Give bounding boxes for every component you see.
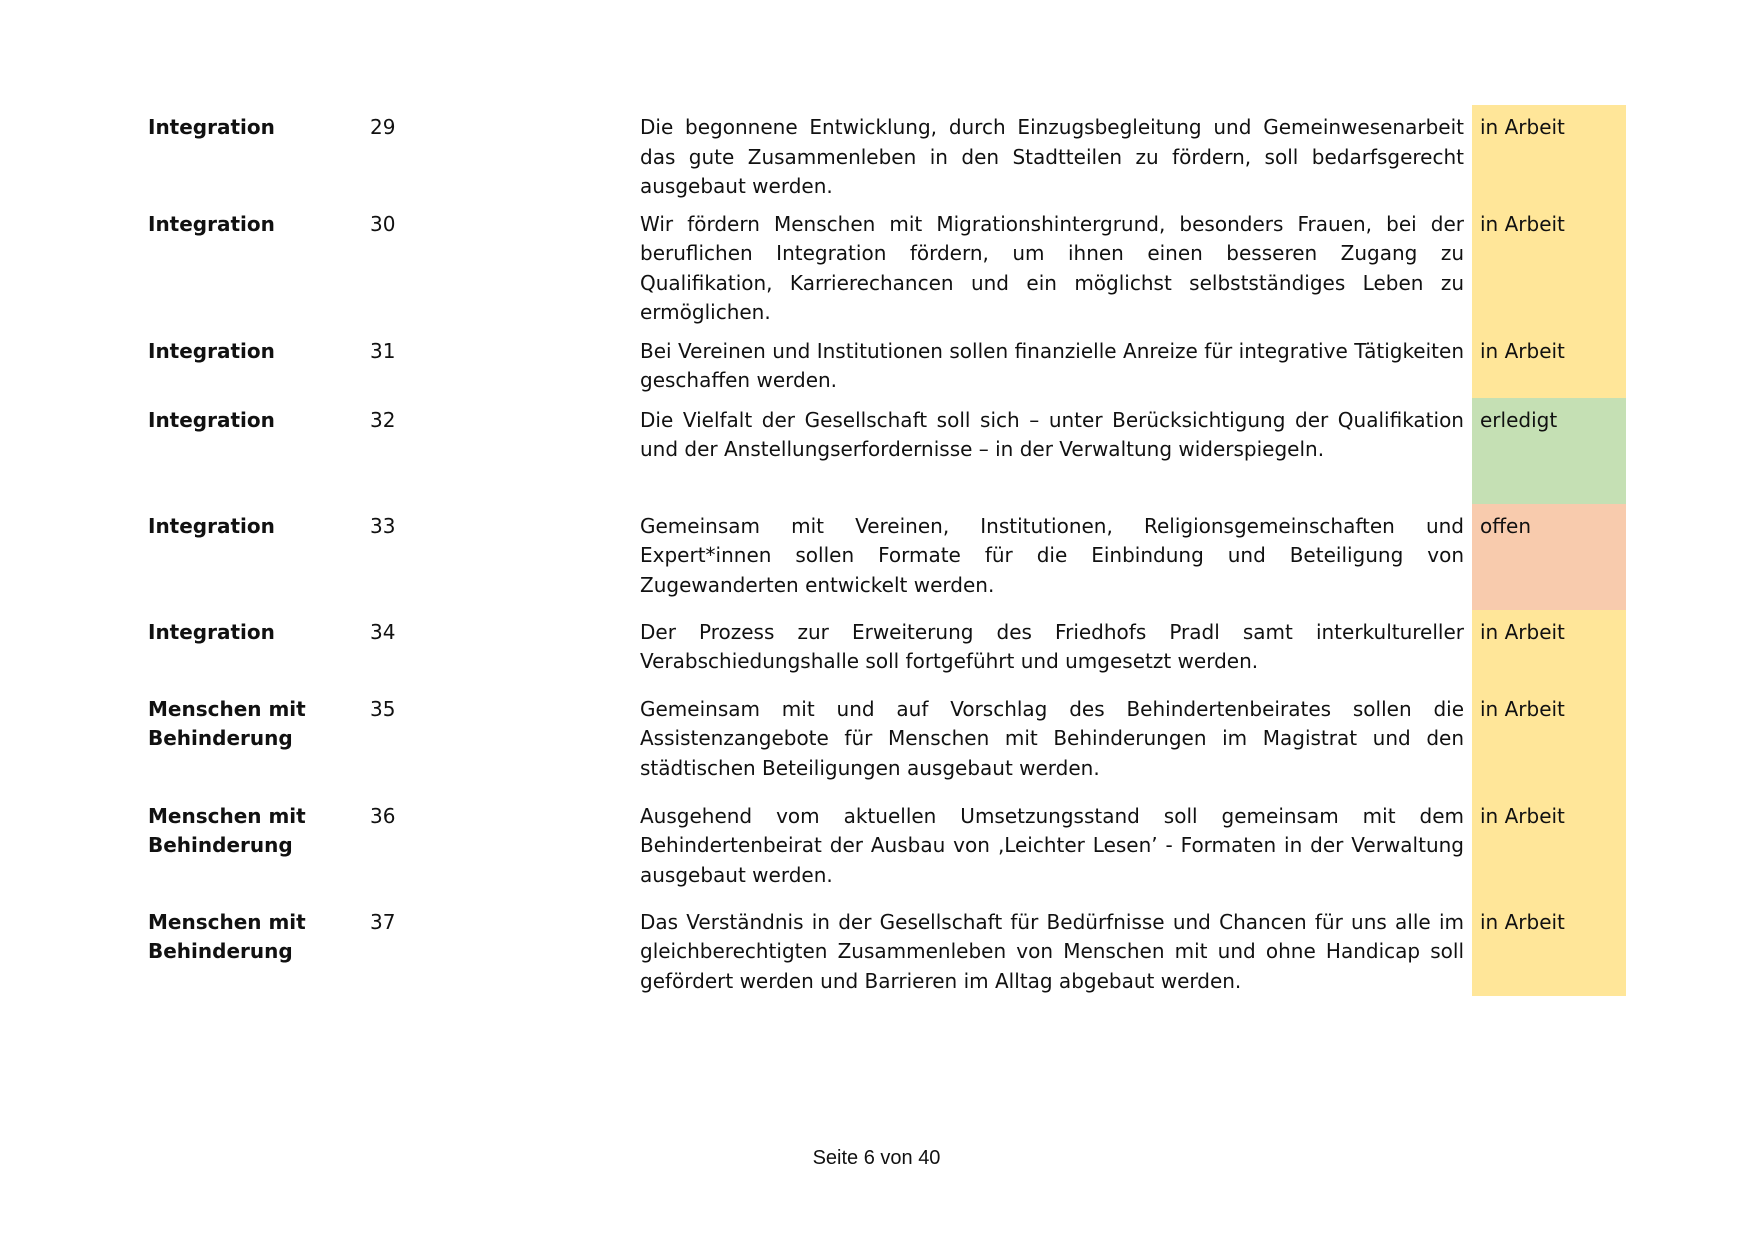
measures-table-body: [140, 105, 1626, 996]
number-cell: 36: [370, 803, 396, 828]
status-cell: in Arbeit: [1472, 794, 1626, 900]
status-cell: offen: [1472, 504, 1626, 610]
description-cell: Die Vielfalt der Gesellschaft soll sich – unter Berücksichtigung der Qualifikation und der Anstellungserfordernisse – in der Verwaltung widerspiegeln.: [640, 407, 1464, 461]
category-cell: Integration: [148, 115, 275, 139]
table-row: [140, 329, 1626, 398]
measures-table: [140, 105, 1626, 996]
number-cell: 34: [370, 619, 396, 644]
table-row: [140, 504, 1626, 610]
category-cell: Integration: [148, 338, 275, 363]
number-cell: 33: [370, 513, 396, 538]
number-cell: 37: [370, 909, 396, 934]
description-cell: Bei Vereinen und Institutionen sollen finanzielle Anreize für integrative Tätigkeiten geschaffen werden.: [640, 338, 1464, 392]
number-cell: 32: [370, 407, 396, 432]
table-row: [140, 900, 1626, 997]
description-cell: Ausgehend vom aktuellen Umsetzungsstand soll gemeinsam mit dem Behindertenbeirat der Ausbau von ‚Leichter Lesen’ - Formaten in der Verwaltung ausgebaut werden.: [640, 803, 1464, 887]
status-cell: in Arbeit: [1472, 900, 1626, 997]
category-cell: Integration: [148, 211, 275, 236]
number-cell: 35: [370, 696, 396, 721]
status-cell: erledigt: [1472, 398, 1626, 504]
table-row: [140, 202, 1626, 329]
number-cell: 31: [370, 338, 396, 363]
description-cell: Gemeinsam mit und auf Vorschlag des Behindertenbeirates sollen die Assistenzangebote für Menschen mit Behinderungen im Magistrat und den städtischen Beteiligungen ausgebaut werden.: [640, 696, 1464, 780]
page-number-footer: Seite 6 von 40: [812, 1147, 941, 1169]
status-cell: in Arbeit: [1472, 105, 1626, 202]
status-cell: in Arbeit: [1472, 329, 1626, 398]
category-cell: Integration: [148, 513, 275, 538]
description-cell: Wir fördern Menschen mit Migrationshintergrund, besonders Frauen, bei der beruflichen Integration fördern, um ihnen einen besseren Zugang zu Qualifikation, Karrierechancen und ein möglichst selbstständiges Leben zu ermöglichen.: [640, 211, 1464, 324]
description-cell: Die begonnene Entwicklung, durch Einzugsbegleitung und Gemeinwesenarbeit das gute Zusammenleben in den Stadtteilen zu fördern, soll bedarfsgerecht ausgebaut werden.: [640, 115, 1464, 198]
category-cell: Menschen mit Behinderung: [148, 803, 306, 857]
number-cell: 30: [370, 211, 396, 236]
category-cell: Menschen mit Behinderung: [148, 909, 306, 963]
status-cell: in Arbeit: [1472, 687, 1626, 794]
number-cell: 29: [370, 115, 396, 139]
description-cell: Das Verständnis in der Gesellschaft für Bedürfnisse und Chancen für uns alle im gleichberechtigten Zusammenleben von Menschen mit und ohne Handicap soll gefördert werden und Barrieren im Alltag abgebaut werden.: [640, 909, 1464, 993]
table-row: [140, 610, 1626, 687]
table-row: [140, 398, 1626, 504]
category-cell: Integration: [148, 619, 275, 644]
category-cell: Integration: [148, 407, 275, 432]
table-row: [140, 687, 1626, 794]
description-cell: Gemeinsam mit Vereinen, Institutionen, Religionsgemeinschaften und Expert*innen sollen Formate für die Einbindung und Beteiligung von Zugewanderten entwickelt werden.: [640, 513, 1464, 597]
description-cell: Der Prozess zur Erweiterung des Friedhofs Pradl samt interkultureller Verabschiedungshalle soll fortgeführt und umgesetzt werden.: [640, 619, 1464, 673]
table-row: [140, 794, 1626, 900]
status-cell: in Arbeit: [1472, 202, 1626, 329]
status-cell: in Arbeit: [1472, 610, 1626, 687]
table-row: [140, 105, 1626, 202]
category-cell: Menschen mit Behinderung: [148, 696, 306, 750]
